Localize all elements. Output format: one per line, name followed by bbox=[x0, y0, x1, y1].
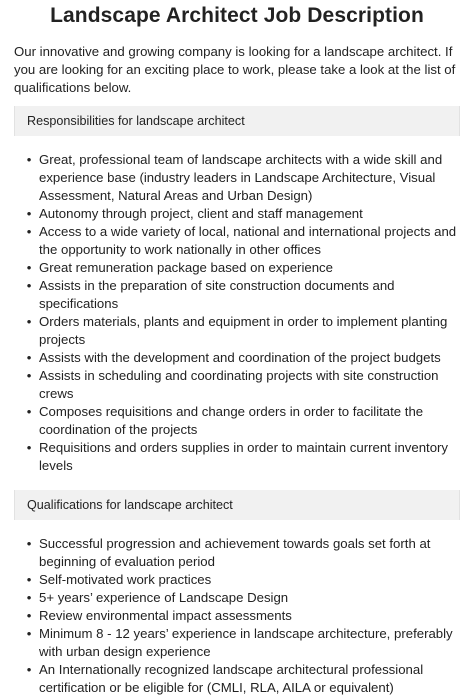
list-item bbox=[26, 535, 460, 571]
bullet-icon: • bbox=[26, 278, 32, 293]
list-item bbox=[26, 205, 460, 223]
bullet-icon: • bbox=[26, 260, 32, 275]
list-item-text: Successful progression and achievement towards goals set forth at beginning of evaluation period bbox=[39, 536, 431, 569]
bullet-icon: • bbox=[26, 152, 32, 167]
list-item bbox=[26, 661, 460, 697]
list-item-text: Assists with the development and coordination of the project budgets bbox=[39, 350, 441, 365]
list-item-text: Self-motivated work practices bbox=[39, 572, 212, 587]
list-item bbox=[26, 223, 460, 259]
list-item-text: Access to a wide variety of local, national and international projects and the opportunity to work nationally in other offices bbox=[39, 224, 457, 257]
qualifications-list bbox=[14, 535, 460, 697]
bullet-icon: • bbox=[26, 368, 32, 383]
bullet-icon: • bbox=[26, 608, 32, 623]
bullet-icon: • bbox=[26, 572, 32, 587]
bullet-icon: • bbox=[26, 662, 32, 677]
bullet-icon: • bbox=[26, 314, 32, 329]
list-item-text: Review environmental impact assessments bbox=[39, 608, 292, 623]
qualifications-heading: Qualifications for landscape architect bbox=[14, 490, 460, 520]
list-item bbox=[26, 439, 460, 475]
bullet-icon: • bbox=[26, 404, 32, 419]
list-item-text: Composes requisitions and change orders in order to facilitate the coordination of the projects bbox=[39, 404, 424, 437]
list-item bbox=[26, 607, 460, 625]
list-item bbox=[26, 625, 460, 661]
bullet-icon: • bbox=[26, 590, 32, 605]
list-item bbox=[26, 313, 460, 349]
bullet-icon: • bbox=[26, 224, 32, 239]
list-item bbox=[26, 571, 460, 589]
list-item-text: Assists in the preparation of site construction documents and specifications bbox=[39, 278, 395, 311]
list-item bbox=[26, 259, 460, 277]
list-item-text: Orders materials, plants and equipment in order to implement planting projects bbox=[39, 314, 448, 347]
intro-paragraph: Our innovative and growing company is looking for a landscape architect. If you are looking for an exciting place to work, please take a look at the list of qualifications below. bbox=[14, 44, 456, 95]
list-item-text: Minimum 8 - 12 years’ experience in landscape architecture, preferably with urban design experience bbox=[39, 626, 453, 659]
list-item-text: Great remuneration package based on experience bbox=[39, 260, 333, 275]
list-item-text: Autonomy through project, client and staff management bbox=[39, 206, 363, 221]
list-item-text: Assists in scheduling and coordinating projects with site construction crews bbox=[39, 368, 439, 401]
list-item bbox=[26, 277, 460, 313]
bullet-icon: • bbox=[26, 536, 32, 551]
responsibilities-heading: Responsibilities for landscape architect bbox=[14, 106, 460, 136]
list-item-text: Great, professional team of landscape architects with a wide skill and experience base (industry leaders in Landscape Architecture, Visual Assessment, Natural Areas and Urban Design) bbox=[39, 152, 443, 203]
page-title: Landscape Architect Job Description bbox=[50, 4, 424, 27]
bullet-icon: • bbox=[26, 206, 32, 221]
list-item-text: An Internationally recognized landscape architectural professional certification or be eligible for (CMLI, RLA, AILA or equivalent) bbox=[39, 662, 424, 695]
list-item-text: 5+ years’ experience of Landscape Design bbox=[39, 590, 289, 605]
bullet-icon: • bbox=[26, 626, 32, 641]
responsibilities-list bbox=[14, 151, 460, 475]
bullet-icon: • bbox=[26, 350, 32, 365]
list-item bbox=[26, 589, 460, 607]
bullet-icon: • bbox=[26, 440, 32, 455]
list-item bbox=[26, 349, 460, 367]
list-item bbox=[26, 403, 460, 439]
list-item-text: Requisitions and orders supplies in order to maintain current inventory levels bbox=[39, 440, 449, 473]
list-item bbox=[26, 151, 460, 205]
list-item bbox=[26, 367, 460, 403]
